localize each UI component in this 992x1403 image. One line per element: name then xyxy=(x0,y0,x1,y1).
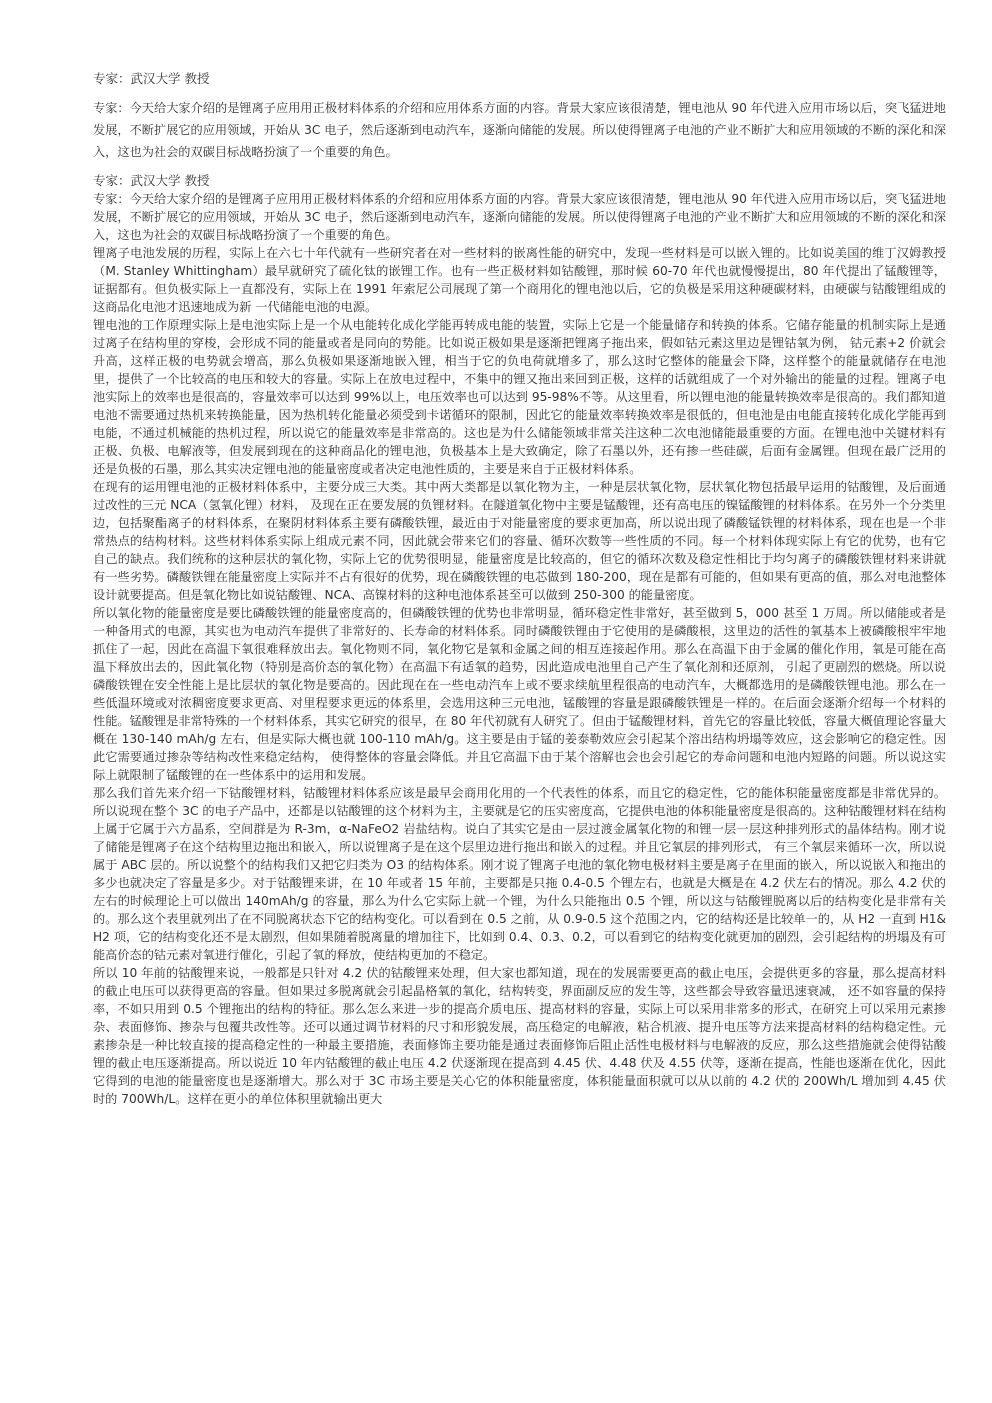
paragraph: 专家：今天给大家介绍的是锂离子应用用正极材料体系的介绍和应用体系方面的内容。背景大家应该很清楚，锂电池从 90 年代进入应用市场以后，突飞猛进地发展，不断扩展它的应用领域，开始从 3C 电子，然后逐渐到电动汽车，逐渐向储能的发展。所以使得锂离子电池的产业不断扩大和应用领域的不断的深化和深入，这也为社会的双碳目标战略扮演了一个重要的角色。 xyxy=(93,101,946,159)
paragraph: 专家：今天给大家介绍的是锂离子应用用正极材料体系的介绍和应用体系方面的内容。背景大家应该很清楚，锂电池从 90 年代进入应用市场以后，突飞猛进地发展，不断扩展它的应用领域，开始从 3C 电子，然后逐渐到电动汽车，逐渐向储能的发展。所以使得锂离子电池的产业不断扩大和应用领域的不断的深化和深入，这也为社会的双碳目标战略扮演了一个重要的角色。 xyxy=(93,192,946,242)
paragraph: 所以 10 年前的钴酸锂来说，一般都是只针对 4.2 伏的钴酸锂来处理，但大家也都知道，现在的发展需要更高的截止电压，会提供更多的容量，那么提高材料的截止电压可以获得更高的容量。但如果过多脱离就会引起晶格氧的氧化，结构转变，界面副反应的发生等，这些都会导致容量迅速衰减， 还不如容量的保持率，不如只用到 0.5 个锂拖出的结构的特征。那么怎么来进一步的提高介质电压、提高材料的容量，实际上可以采用非常多的形式，在研究上可以采用元素掺杂、表面修饰、掺杂与包覆共改性等。还可以通过调节材料的尺寸和形貌发展，高压稳定的电解液，粘合机液、提升电压等方法来提高材料的结构稳定性。元素掺杂是一种比较直接的提高稳定性的一种最主要措施，表面修饰主要功能是通过表面修饰后阻止活性电极材料与电解液的反应，那么这些措施就会使得钴酸锂的截止电压逐渐提高。所以说近 10 年内钴酸锂的截止电压 4.2 伏逐渐现在提高到 4.45 伏、4.48 伏及 4.55 伏等，逐渐在提高，性能也逐渐在优化，因此它得到的电池的能量密度也是逐渐增大。那么对于 3C 市场主要是关心它的体积能量密度，体积能量面积就可以从以前的 4.2 伏的 200Wh/L 增加到 4.45 伏时的 700Wh/L。这样在更小的单位体积里就输出更大 xyxy=(93,966,946,1106)
paragraph: 那么我们首先来介绍一下钴酸锂材料，钴酸锂材料体系应该是最早会商用化用的一个代表性的体系，而且它的稳定性，它的能体积能量密度都是非常优异的。所以说现在整个 3C 的电子产品中，还都是以钴酸锂的这个材料为主，主要就是它的压实密度高，它提供电池的体积能量密度是很高的。这种钴酸锂材料在结构上属于它属于六方晶系，空间群是为 R-3m，α-NaFeO2 岩盐结构。说白了其实它是由一层过渡金属氧化物的和锂一层一层这种排列形式的晶体结构。刚才说了储能是锂离子在这个结构里边拖出和嵌入，所以说锂离子是在这个层里边进行拖出和嵌入的过程。并且它氧层的排列形式， 有三个氧层来循环一次，所以说属于 ABC 层的。所以说整个的结构我们又把它归类为 O3 的结构体系。刚才说了锂离子电池的氧化物电极材料主要是离子在里面的嵌入，所以说嵌入和拖出的多少也就决定了容量是多少。对于钴酸锂来讲，在 10 年或者 15 年前，主要都是只拖 0.4-0.5 个锂左右，也就是大概是在 4.2 伏左右的情况。那么 4.2 伏的左右的时候理论上可以做出 140mAh/g 的容量，那么为什么它实际上就一个锂，为什么只能拖出 0.5 个锂，所以这与钴酸锂脱离以后的结构变化是非常有关的。那么这个表里就列出了在不同脱离状态下它的结构变化。可以看到在 0.5 之前，从 0.9-0.5 这个范围之内，它的结构还是比较单一的，从 H2 一直到 H1&H2 项，它的结构变化还不是太剧烈，但如果随着脱离量的增加往下，比如到 0.4、0.3、0.2，可以看到它的结构变化就更加的剧烈，会引起结构的坍塌及有可能高价态的钴元素对氧进行催化，引起了氧的释放，使结构更加的不稳定。 xyxy=(93,786,946,962)
paragraph: 锂离子电池发展的历程，实际上在六七十年代就有一些研究者在对一些材料的嵌离性能的研究中，发现一些材料是可以嵌入锂的。比如说美国的维丁汉姆教授（M. Stanley Whittingham）最早就研究了硫化钛的嵌锂工作。也有一些正极材料如钴酸锂，那时候 60-70 年代也就慢慢提出，80 年代提出了锰酸锂等，证据都有。但负极实际上一直都没有，实际上在 1991 年索尼公司展现了第一个商用化的锂电池以后，它的负极是采用这种硬碳材料，由硬碳与钴酸锂组成的这商品化电池才迅速地成为新 一代储能电池的电源。 xyxy=(93,246,946,314)
paragraph: 所以氧化物的能量密度是要比磷酸铁锂的能量密度高的，但磷酸铁锂的优势也非常明显，循环稳定性非常好，甚至做到 5，000 甚至 1 万周。所以储能或者是一种备用式的电源，其实也为电动汽车提供了非常好的、长寿命的材料体系。同时磷酸铁锂由于它使用的是磷酸根，这里边的活性的氧基本上被磷酸根牢牢地抓住了一起，因此在高温下氧很难释放出去。氧化物则不同，氧化物它是氧和金属之间的相互连接起作用。那么在高温下由于金属的催化作用，氧是可能在高温下释放出去的，因此氧化物（特别是高价态的氧化物）在高温下有适氧的趋势，因此造成电池里自己产生了氧化剂和还原剂， 引起了更剧烈的燃烧。所以说磷酸铁锂在安全性能上是比层状的氧化物是要高的。因此现在在一些电动汽车上或不要求续航里程很高的电动汽车，大概都选用的是磷酸铁锂电池。那么在一些低温环境或对浓稠密度要求更高、对里程要求更远的体系里，会选用这种三元电池，锰酸锂的容量是跟磷酸铁锂是一样的。在后面会逐渐介绍每一个材料的性能。锰酸锂是非常特殊的一个材料体系，其实它研究的很早，在 80 年代初就有人研究了。但由于锰酸锂材料，首先它的容量比较低，容量大概值理论容量大概在 130-140 mAh/g 左右，但是实际大概也就 100-110 mAh/g。这主要是由于锰的姜泰勒效应会引起某个溶出结构坍塌等效应，这会影响它的稳定性。因此它需要通过掺杂等结构改性来稳定结构， 使得整体的容量会降低。并且它高温下由于某个溶解也会也会引起它的寿命问题和电池内短路的问题。所以说这实际上就限制了锰酸锂的在一些体系中的运用和发展。 xyxy=(93,606,946,782)
section-1 xyxy=(93,70,946,163)
section-2 xyxy=(93,172,946,1108)
speaker-heading: 专家：武汉大学 教授 xyxy=(93,173,210,188)
speaker-heading: 专家：武汉大学 教授 xyxy=(93,71,210,86)
paragraph: 在现有的运用锂电池的正极材料体系中，主要分成三大类。其中两大类都是以氧化物为主，一种是层状氧化物，层状氧化物包括最早运用的钴酸锂，及后面通过改性的三元 NCA（氢氧化锂）材料， 及现在正在要发展的负锂材料。在隧道氧化物中主要是锰酸锂，还有高电压的镍锰酸锂的材料体系。在另外一个分类里边，包括聚酯离子的材料体系，在聚阴材料体系主要有磷酸铁锂，最近由于对能量密度的要求更加高，所以说出现了磷酸锰铁锂的材料体系，现在也是一个非常热点的结构材料。这些材料体系实际上组成元素不同，因此就会带来它们的容量、循环次数等一些性质的不同。每一个材料体现实际上有它的优势，也有它自己的缺点。我们统称的这种层状的氧化物，实际上它的优势很明显，能量密度是比较高的，但它的循环次数及稳定性相比于均匀离子的磷酸铁锂材料来讲就有一些劣势。磷酸铁锂在能量密度上实际并不占有很好的优势，现在磷酸铁锂的电芯做到 180-200，现在是都有可能的，但如果有更高的值，那么对电池整体设计就要提高。但是氧化物比如说钴酸锂、NCA、高镍材料的这种电池体系甚至可以做到 250-300 的能量密度。 xyxy=(93,480,946,602)
paragraph: 锂电池的工作原理实际上是电池实际上是一个从电能转化成化学能再转成电能的装置，实际上它是一个能量储存和转换的体系。它储存能量的机制实际上是通过离子在结构里的穿梭，会形成不同的能量或者是同向的势能。比如说正极如果是逐渐把锂离子拖出来，假如钴元素这里边是锂钴氧为例， 钴元素+2 价就会升高，这样正极的电势就会增高，那么负极如果逐渐地嵌入锂，相当于它的负电荷就增多了，那么这时它整体的能量会下降，这样整个的能量就储存在电池里，提供了一个比较高的电压和较大的容量。实际上在放电过程中，不集中的锂又拖出来回到正极，这样的话就组成了一个对外输出的能量的过程。锂离子电池实际上的效率也是很高的，容量效率可以达到 99%以上，电压效率也可以达到 95-98%不等。从这里看，所以锂电池的能量转换效率是很高的。我们都知道电池不需要通过热机来转换能量，因为热机转化能量必须受到卡诺循环的限制，因此它的能量效率转换效率是很低的，但电池是由电能直接转化成化学能再到电能，不通过机械能的热机过程，所以说它的能量效率是非常高的。这也是为什么储能领域非常关注这种二次电池储能最重要的方面。在锂电池中关键材料有正极、负极、电解液等，但发展到现在的这种商品化的锂电池，负极基本上是大致确定，除了石墨以外，还有掺一些硅碳，后面有金属锂。但现在最广泛用的还是负极的石墨，那么其实决定锂电池的能量密度或者决定电池性质的，主要是来自于正极材料体系。 xyxy=(93,318,946,476)
